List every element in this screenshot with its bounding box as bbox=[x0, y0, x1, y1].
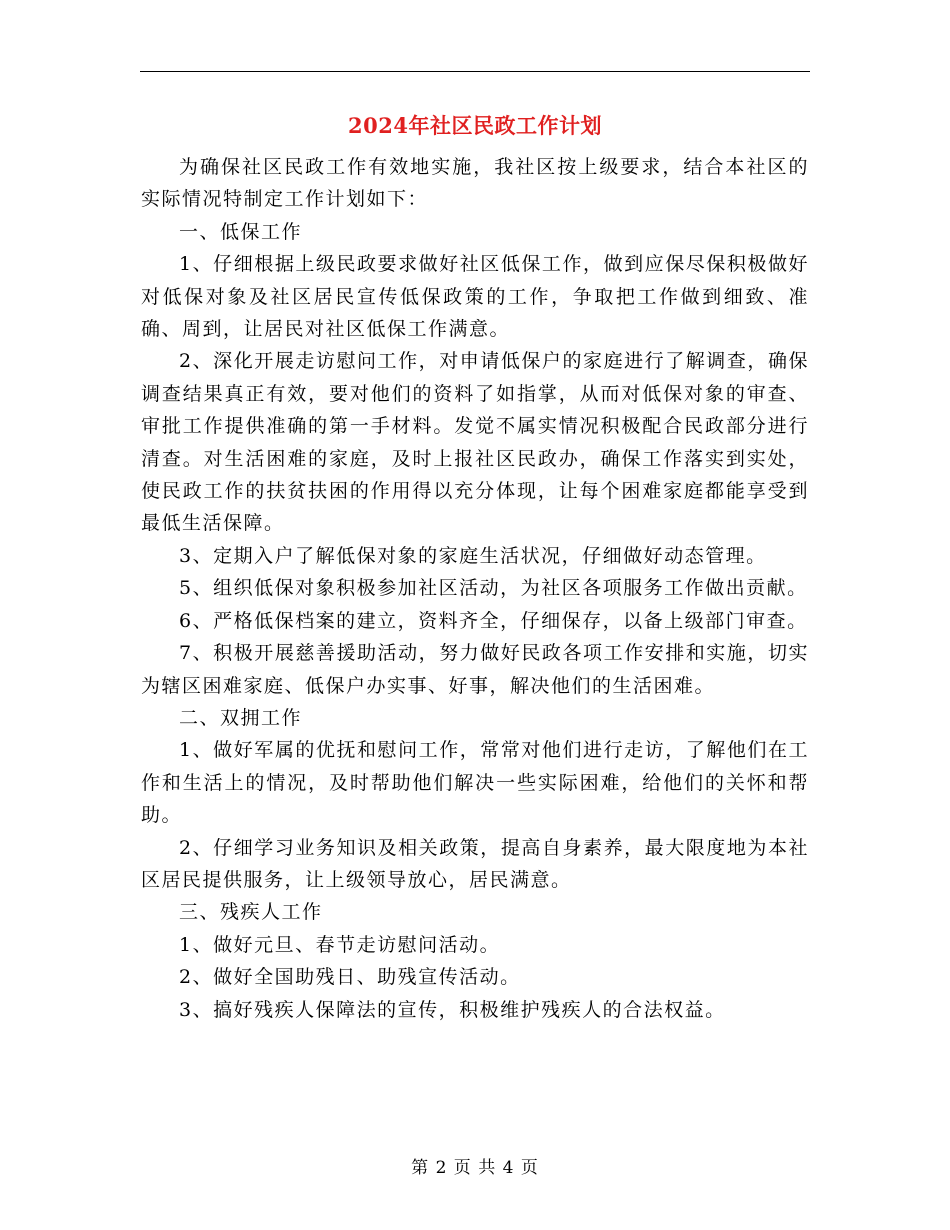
paragraph: 1、仔细根据上级民政要求做好社区低保工作，做到应保尽保积极做好对低保对象及社区居民宣传低保政策的工作，争取把工作做到细致、准确、周到，让居民对社区低保工作满意。 bbox=[141, 253, 809, 341]
header-rule bbox=[140, 71, 810, 72]
paragraph: 3、定期入户了解低保对象的家庭生活状况，仔细做好动态管理。 bbox=[179, 544, 767, 567]
document-body bbox=[141, 151, 809, 1026]
paragraph: 5、组织低保对象积极参加社区活动，为社区各项服务工作做出贡献。 bbox=[179, 577, 808, 600]
section-heading-disability: 三、残疾人工作 bbox=[179, 901, 323, 924]
paragraph: 1、做好元旦、春节走访慰问活动。 bbox=[179, 933, 501, 956]
section-heading-low-income: 一、低保工作 bbox=[179, 220, 303, 243]
paragraph: 6、严格低保档案的建立，资料齐全，仔细保存，以备上级部门审查。 bbox=[179, 609, 808, 632]
document-title: 2024年社区民政工作计划 bbox=[348, 113, 602, 138]
paragraph: 1、做好军属的优抚和慰问工作，常常对他们进行走访，了解他们在工作和生活上的情况，及时帮助他们解决一些实际困难，给他们的关怀和帮助。 bbox=[141, 739, 809, 827]
paragraph: 7、积极开展慈善援助活动，努力做好民政各项工作安排和实施，切实为辖区困难家庭、低保户办实事、好事，解决他们的生活困难。 bbox=[141, 642, 809, 697]
paragraph: 2、做好全国助残日、助残宣传活动。 bbox=[179, 966, 521, 989]
paragraph: 3、搞好残疾人保障法的宣传，积极维护残疾人的合法权益。 bbox=[179, 998, 726, 1021]
paragraph: 2、仔细学习业务知识及相关政策，提高自身素养，最大限度地为本社区居民提供服务，让上级领导放心，居民满意。 bbox=[141, 836, 809, 891]
paragraph: 2、深化开展走访慰问工作，对申请低保户的家庭进行了解调查，确保调查结果真正有效，要对他们的资料了如指掌，从而对低保对象的审查、审批工作提供准确的第一手材料。发觉不属实情况积极配合民政部分进行清查。对生活困难的家庭，及时上报社区民政办，确保工作落实到实处，使民政工作的扶贫扶困的作用得以充分体现，让每个困难家庭都能享受到最低生活保障。 bbox=[141, 350, 809, 535]
section-heading-dual-support: 二、双拥工作 bbox=[179, 706, 303, 729]
page-number-footer: 第 2 页 共 4 页 bbox=[411, 1158, 539, 1178]
paragraph-intro: 为确保社区民政工作有效地实施，我社区按上级要求，结合本社区的实际情况特制定工作计划如下： bbox=[141, 156, 809, 211]
